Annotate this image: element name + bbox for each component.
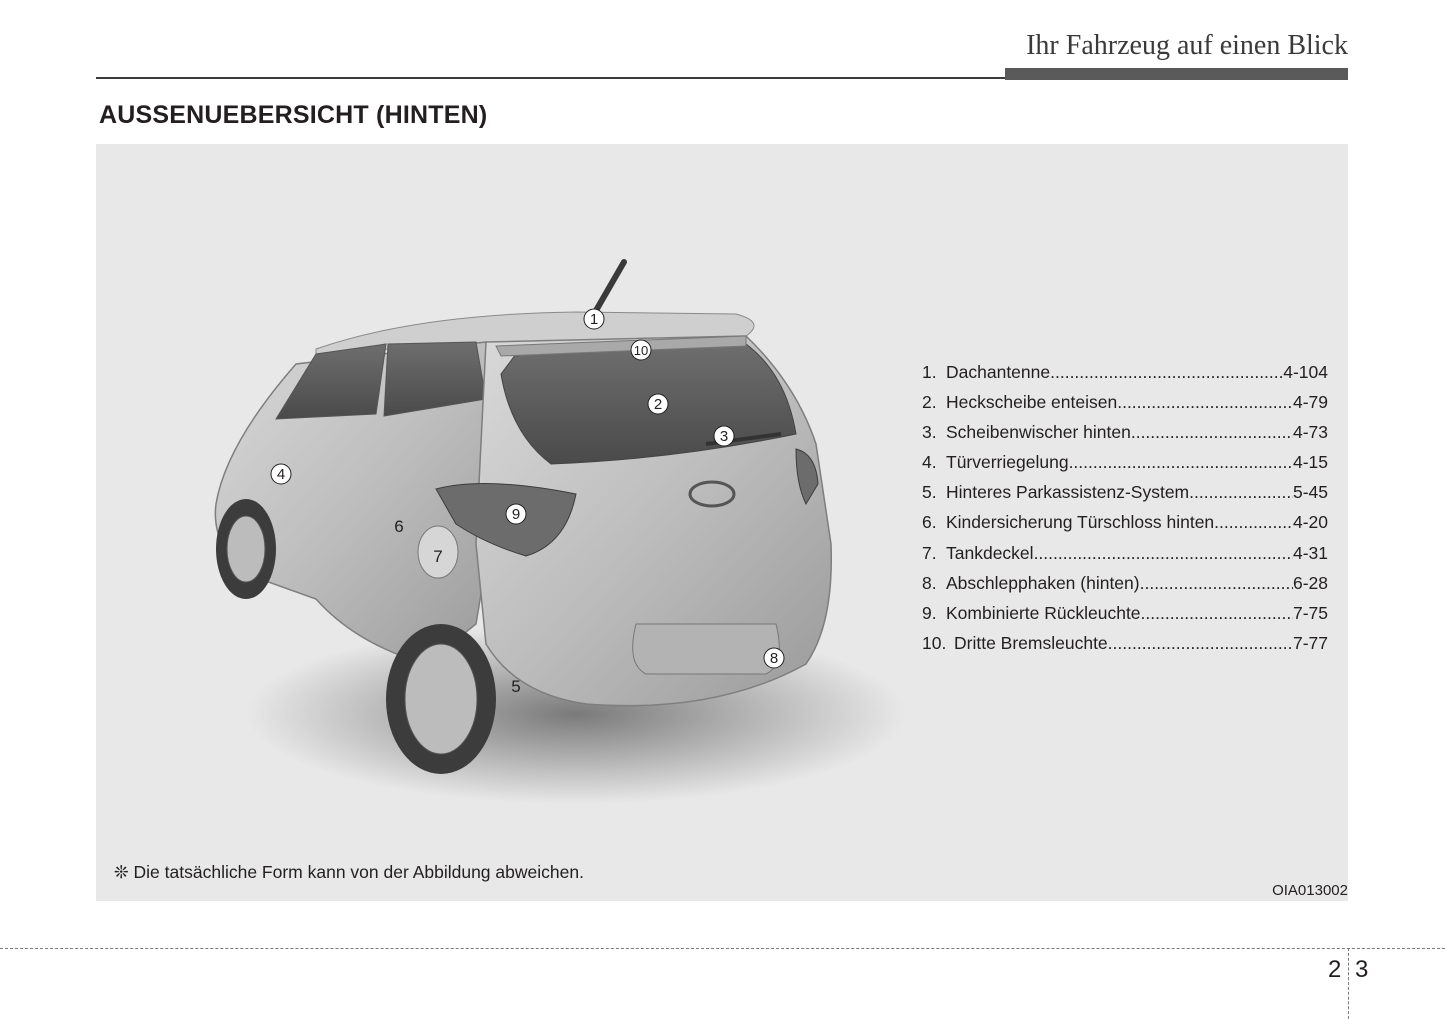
callout-4 (271, 464, 291, 484)
legend-page: 5-45 (1292, 482, 1328, 503)
legend-item (922, 452, 1328, 482)
legend-page: 7-75 (1292, 602, 1328, 623)
leader-dots (1141, 603, 1293, 624)
legend-item (922, 543, 1328, 573)
legend-item (922, 362, 1328, 392)
svg-text:3: 3 (719, 428, 729, 445)
callout-6 (394, 517, 403, 536)
car-rear-illustration (156, 244, 916, 834)
legend-page: 4-79 (1292, 392, 1328, 413)
callout-5 (511, 677, 520, 696)
legend-label: Scheibenwischer hinten (946, 422, 1131, 443)
leader-dots (1140, 573, 1293, 594)
figure-code: OIA013002 (1272, 882, 1348, 899)
footer-divider (1348, 948, 1349, 1019)
svg-text:2: 2 (653, 396, 663, 413)
legend-page: 4-20 (1292, 512, 1328, 533)
legend-number: 7. (922, 542, 937, 563)
legend-number: 3. (922, 422, 937, 443)
section-title: AUSSENUEBERSICHT (HINTEN) (99, 101, 488, 129)
page-number: 3 (1355, 956, 1369, 983)
legend-number: 5. (922, 482, 937, 503)
legend-page: 4-31 (1292, 542, 1328, 563)
legend-label: Kombinierte Rückleuchte (946, 602, 1141, 623)
callout-9 (506, 504, 526, 524)
leader-dots (1069, 452, 1293, 473)
leader-dots (1108, 633, 1293, 654)
page-chapter-number: 2 (1328, 956, 1342, 983)
callout-8 (764, 648, 784, 668)
legend-item (922, 633, 1328, 663)
legend-number: 1. (922, 362, 937, 382)
legend-label: Dachantenne (946, 362, 1051, 382)
leader-dots (1117, 392, 1293, 413)
svg-text:7: 7 (433, 547, 443, 566)
legend-item (922, 512, 1328, 542)
leader-dots (1214, 512, 1293, 533)
callout-3 (714, 426, 734, 446)
legend-label: Kindersicherung Türschloss hinten (946, 512, 1215, 533)
legend-list (922, 362, 1328, 663)
svg-text:8: 8 (769, 650, 779, 667)
svg-text:10: 10 (633, 343, 649, 358)
legend-number: 4. (922, 452, 937, 473)
legend-item (922, 603, 1328, 633)
callout-10 (631, 340, 651, 360)
legend-label: Heckscheibe enteisen (946, 392, 1118, 413)
legend-label: Tankdeckel (946, 542, 1034, 563)
legend-label: Dritte Bremsleuchte (954, 632, 1108, 653)
legend-number: 2. (922, 392, 937, 413)
legend-page: 4-15 (1292, 452, 1328, 473)
legend-page: 6-28 (1292, 572, 1328, 593)
antenna-icon (594, 262, 624, 314)
leader-dots (1189, 482, 1293, 503)
legend-item (922, 482, 1328, 512)
header-bar (1005, 68, 1348, 80)
footer-dashed-rule (0, 948, 1445, 949)
chapter-title: Ihr Fahrzeug auf einen Blick (1026, 30, 1348, 61)
legend-number: 8. (922, 572, 937, 593)
legend-page: 4-104 (1283, 362, 1328, 382)
svg-text:5: 5 (511, 677, 521, 696)
legend-page: 7-77 (1292, 632, 1328, 653)
legend-label: Abschlepphaken (hinten) (946, 572, 1140, 593)
legend-item (922, 422, 1328, 452)
figure-note: ❊ Die tatsächliche Form kann von der Abbildung abweichen. (114, 862, 584, 882)
callout-2 (648, 394, 668, 414)
legend-number: 6. (922, 512, 937, 533)
leader-dots (1034, 543, 1293, 564)
legend-page: 4-73 (1292, 422, 1328, 443)
svg-text:9: 9 (511, 506, 521, 523)
figure-panel (96, 144, 1348, 901)
legend-item (922, 392, 1328, 422)
svg-text:6: 6 (394, 517, 404, 536)
leader-dots (1131, 422, 1293, 443)
legend-item (922, 573, 1328, 603)
callout-7 (433, 547, 442, 566)
legend-number: 10. (922, 632, 947, 653)
leader-dots (1050, 362, 1283, 383)
svg-text:1: 1 (589, 311, 599, 328)
legend-number: 9. (922, 602, 937, 623)
legend-label: Türverriegelung (946, 452, 1069, 473)
callout-1 (584, 309, 604, 329)
legend-label: Hinteres Parkassistenz-System (946, 482, 1190, 503)
svg-text:4: 4 (276, 466, 286, 483)
